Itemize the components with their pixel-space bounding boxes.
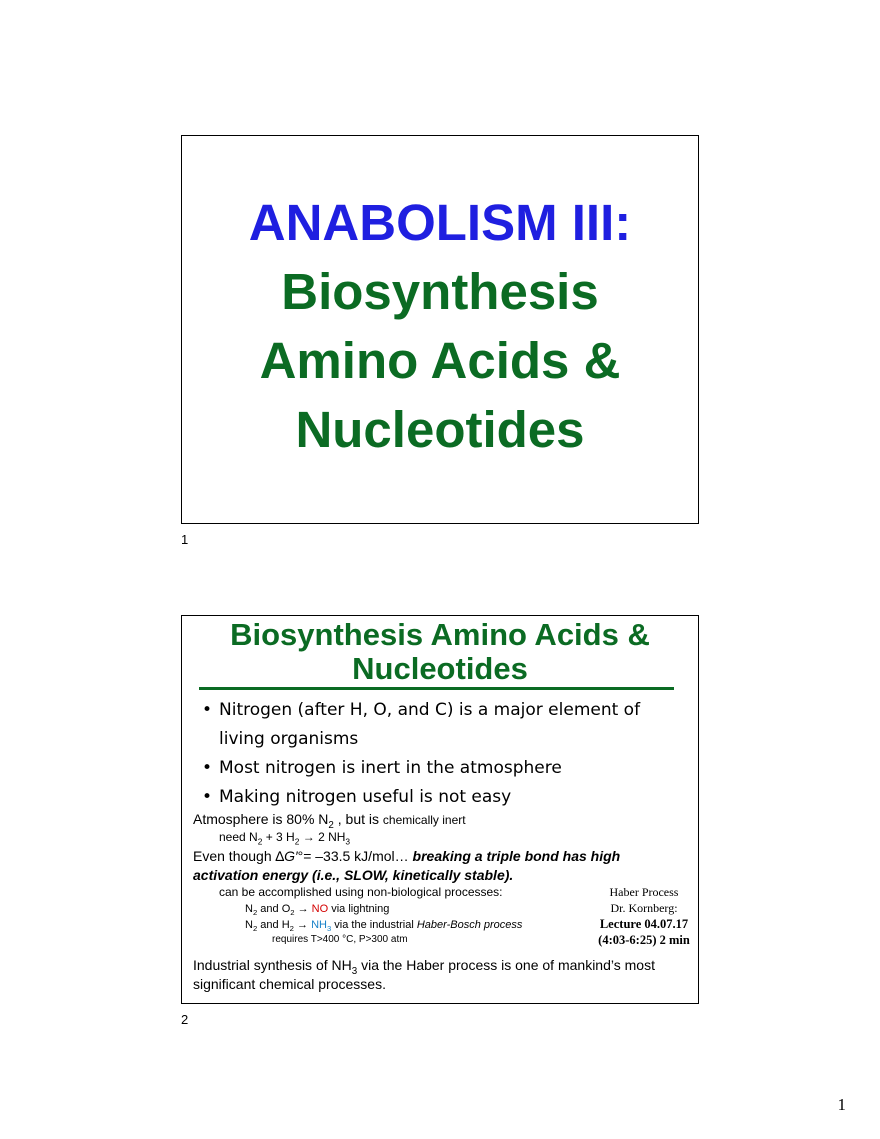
title-line-3: Amino Acids &: [259, 332, 621, 389]
slide-2: [181, 615, 699, 1004]
title-line-1: ANABOLISM III:: [248, 194, 632, 251]
even-though-line: Even though ∆G′°= –33.5 kJ/mol… breaking a triple bond has high: [193, 848, 621, 864]
atmosphere-line: Atmosphere is 80% $N_2$ , but is chemically inert: [193, 811, 466, 831]
title-line-4: Nucleotides: [295, 401, 585, 458]
title-underline: [199, 687, 674, 690]
page-number: 1: [837, 1095, 846, 1114]
can-be-line: can be accomplished using non-biological processes:: [219, 885, 503, 899]
haber-line-2: Dr. Kornberg:: [610, 901, 678, 915]
n2-h2-line: $N_2$ and $H_2 \to NH_3$ via the industrial Haber-Bosch process: [245, 919, 523, 934]
activation-line: activation energy (i.e., SLOW, kinetically stable).: [193, 867, 514, 883]
slide-2-title-line-1: Biosynthesis Amino Acids &: [230, 617, 650, 652]
slide-2-number: 2: [181, 1012, 189, 1027]
bullet-list: [200, 696, 670, 812]
significant-line: significant chemical processes.: [193, 976, 386, 992]
haber-line-1: Haber Process: [609, 885, 679, 899]
requires-line: requires T>400 °C, P>300 atm: [272, 934, 408, 945]
bullet-item: • Most nitrogen is inert in the atmosphere: [200, 754, 670, 783]
slide-2-title: [188, 618, 692, 686]
title-line-2: Biosynthesis: [281, 263, 599, 320]
slide-1-title: [182, 188, 698, 464]
industrial-line: Industrial synthesis of $NH_3$ via the Haber process is one of mankind’s most: [193, 957, 655, 977]
haber-process-note: [589, 884, 699, 948]
n2-o2-line: $N_2$ and $O_2$ → NO via lightning: [245, 903, 390, 918]
haber-line-4: (4:03-6:25) 2 min: [598, 933, 690, 947]
bullet-item: • Nitrogen (after H, O, and C) is a major element of living organisms: [200, 696, 670, 754]
slide-2-title-line-2: Nucleotides: [352, 651, 528, 686]
slide-1: [181, 135, 699, 524]
slide-1-number: 1: [181, 532, 189, 547]
need-equation: need $N_2 + 3$ $H_2 \to 2$ $NH_3$: [219, 830, 351, 847]
haber-line-3: Lecture 04.07.17: [599, 917, 689, 931]
bullet-item: • Making nitrogen useful is not easy: [200, 783, 670, 812]
